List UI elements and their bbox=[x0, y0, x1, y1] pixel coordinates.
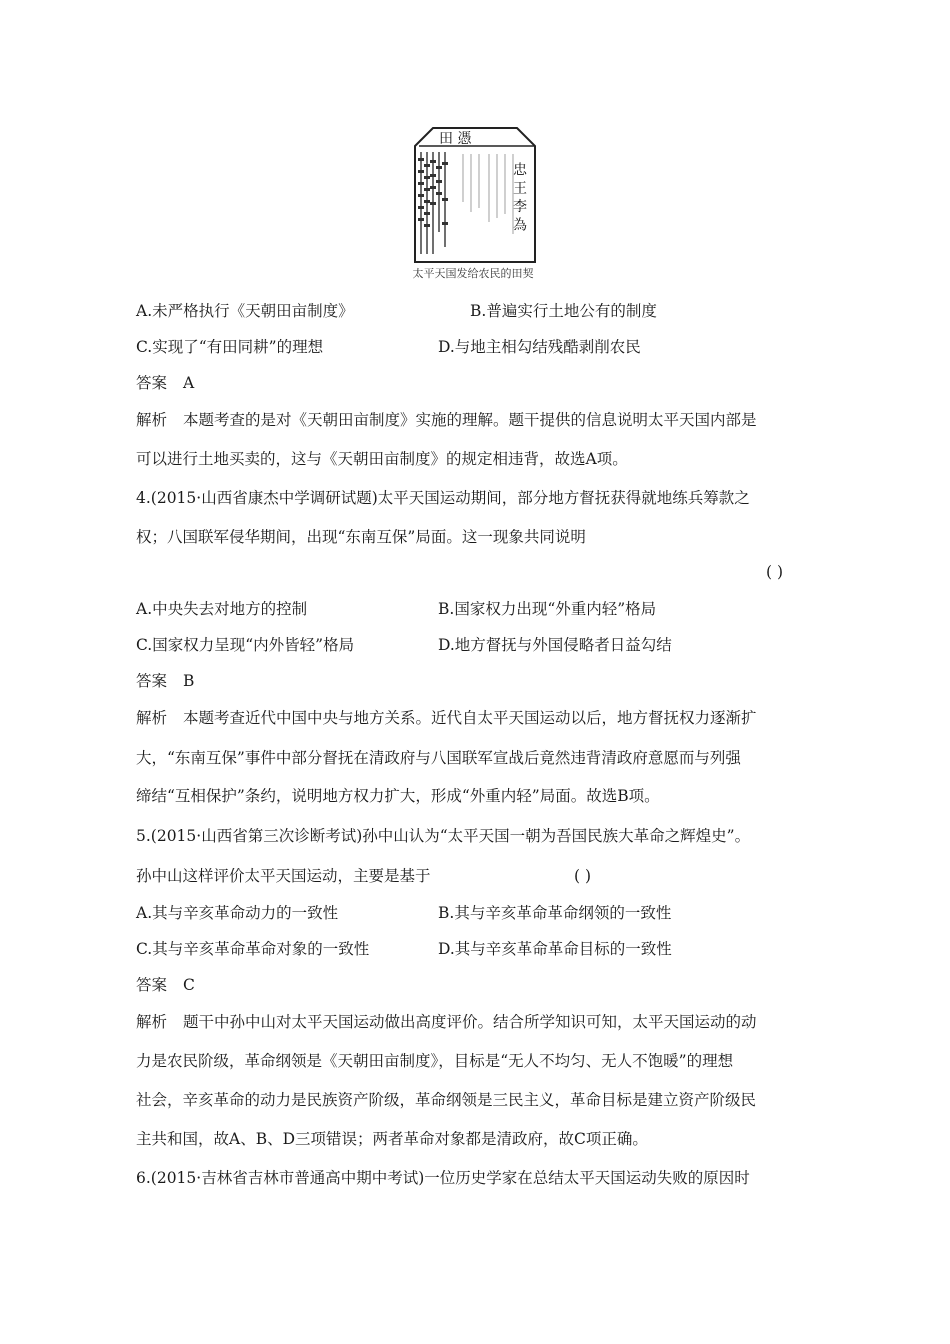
q4-option-d: D.地方督抚与外国侵略者日益勾结 bbox=[438, 636, 672, 654]
q4-analysis-line-3: 缔结“互相保护”条约，说明地方权力扩大，形成“外重内轻”局面。故选B项。 bbox=[136, 787, 660, 805]
q5-analysis-line-1 bbox=[136, 1012, 757, 1032]
analysis-text: 本题考查的是对《天朝田亩制度》实施的理解。题干提供的信息说明太平天国内部是 bbox=[183, 411, 757, 429]
answer-label: 答案 bbox=[136, 374, 168, 392]
q4-answer-line bbox=[136, 671, 194, 691]
q5-option-c: C.其与辛亥革命革命对象的一致性 bbox=[136, 940, 370, 958]
answer-label: 答案 bbox=[136, 672, 168, 690]
q3-option-c: C.实现了“有田同耕”的理想 bbox=[136, 338, 324, 356]
analysis-text: 题干中孙中山对太平天国运动做出高度评价。结合所学知识可知，太平天国运动的动 bbox=[183, 1013, 757, 1031]
q5-answer-line bbox=[136, 975, 195, 995]
q5-option-a: A.其与辛亥革命动力的一致性 bbox=[136, 904, 339, 922]
q3-answer: A bbox=[183, 374, 195, 392]
q4-answer-paren: ( ) bbox=[766, 563, 784, 581]
figure-caption: 太平天国发给农民的田契 bbox=[412, 267, 534, 280]
q5-analysis-line-2: 力是农民阶级，革命纲领是《天朝田亩制度》，目标是“无人不均匀、无人不饱暖”的理想 bbox=[136, 1052, 734, 1070]
q3-option-a: A.未严格执行《天朝田亩制度》 bbox=[136, 302, 354, 320]
q4-option-a: A.中央失去对地方的控制 bbox=[136, 600, 308, 618]
q5-analysis-line-4: 主共和国，故A、B、D三项错误；两者革命对象都是清政府，故C项正确。 bbox=[136, 1130, 648, 1148]
q5-option-d: D.其与辛亥革命革命目标的一致性 bbox=[438, 940, 672, 958]
land-deed-image bbox=[405, 122, 545, 267]
analysis-text: 本题考查近代中国中央与地方关系。近代自太平天国运动以后，地方督抚权力逐渐扩 bbox=[183, 709, 757, 727]
q4-stem-line-1: 4.(2015·山西省康杰中学调研试题)太平天国运动期间，部分地方督抚获得就地练兵筹款之 bbox=[136, 489, 750, 507]
analysis-label: 解析 bbox=[136, 709, 168, 727]
q5-stem-line-1: 5.(2015·山西省第三次诊断考试)孙中山认为“太平天国一朝为吾国民族大革命之辉煌史”。 bbox=[136, 827, 751, 845]
q4-stem-line-2: 权；八国联军侵华期间，出现“东南互保”局面。这一现象共同说明 bbox=[136, 528, 586, 546]
q3-answer-line bbox=[136, 373, 194, 393]
q3-option-b: B.普遍实行土地公有的制度 bbox=[470, 302, 657, 320]
deed-header-text: 田 憑 bbox=[439, 131, 472, 147]
q4-option-b: B.国家权力出现“外重内轻”格局 bbox=[438, 600, 657, 618]
q4-option-c: C.国家权力呈现“内外皆轻”格局 bbox=[136, 636, 355, 654]
q4-analysis-line-1 bbox=[136, 708, 757, 728]
q4-analysis-line-2: 大，“东南互保”事件中部分督抚在清政府与八国联军宣战后竟然违背清政府意愿而与列强 bbox=[136, 749, 741, 767]
answer-label: 答案 bbox=[136, 976, 168, 994]
q3-analysis-line-1 bbox=[136, 410, 757, 430]
analysis-label: 解析 bbox=[136, 1013, 168, 1031]
deed-right-column-text: 忠 王 李 為 bbox=[511, 162, 527, 232]
q5-answer-paren: ( ) bbox=[574, 867, 592, 885]
q5-stem-line-2: 孙中山这样评价太平天国运动，主要是基于 bbox=[136, 867, 431, 885]
q3-option-d: D.与地主相勾结残酷剥削农民 bbox=[438, 338, 641, 356]
q5-option-b: B.其与辛亥革命革命纲领的一致性 bbox=[438, 904, 672, 922]
q4-answer: B bbox=[183, 672, 195, 690]
q6-stem-line-1: 6.(2015·吉林省吉林市普通高中期中考试)一位历史学家在总结太平天国运动失败的原因时 bbox=[136, 1169, 750, 1187]
q5-analysis-line-3: 社会，辛亥革命的动力是民族资产阶级，革命纲领是三民主义，革命目标是建立资产阶级民 bbox=[136, 1091, 757, 1109]
q5-answer: C bbox=[183, 976, 195, 994]
q3-analysis-line-2: 可以进行土地买卖的，这与《天朝田亩制度》的规定相违背，故选A项。 bbox=[136, 450, 628, 468]
analysis-label: 解析 bbox=[136, 411, 168, 429]
